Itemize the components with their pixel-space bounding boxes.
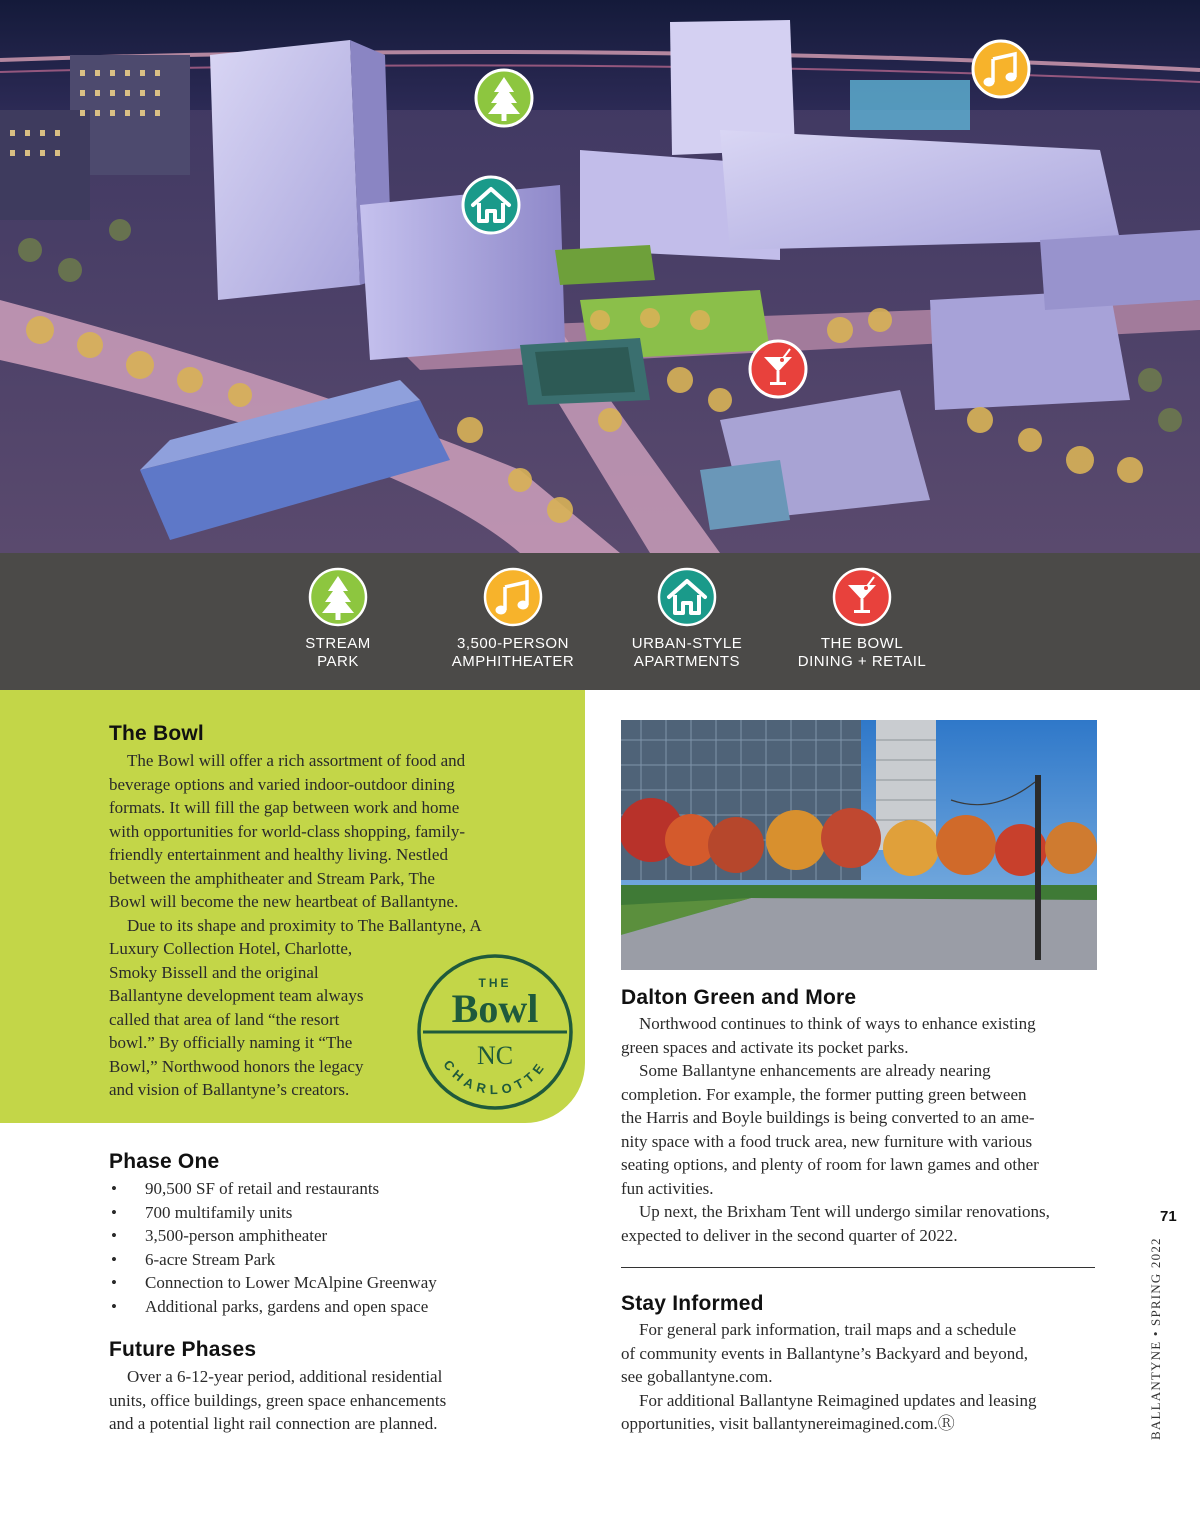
- paragraph-line: called that area of land “the resort: [109, 1009, 340, 1029]
- legend-label-line1: STREAM: [305, 635, 371, 652]
- tree-marker-icon: [474, 68, 534, 128]
- paragraph-line: of community events in Ballantyne’s Backyard and beyond,: [621, 1343, 1028, 1363]
- paragraph-line: and vision of Ballantyne’s creators.: [109, 1080, 350, 1099]
- paragraph-line: units, office buildings, green space enhancements: [109, 1390, 447, 1410]
- legend-item-apartments: [602, 567, 772, 671]
- legend-label-line1: 3,500-PERSON: [457, 635, 569, 652]
- paragraph-line: bowl.” By officially naming it “The: [109, 1033, 353, 1052]
- paragraph-line: the Harris and Boyle buildings is being converted to an ame-: [621, 1108, 1035, 1127]
- list-item: • Additional parks, gardens and open space: [109, 1295, 549, 1319]
- legend-item-stream-park: [253, 567, 423, 671]
- list-item: • Connection to Lower McAlpine Greenway: [109, 1271, 549, 1295]
- paragraph-line: The Bowl will offer a rich assortment of food and: [127, 751, 466, 770]
- list-item: • 3,500-person amphitheater: [109, 1224, 549, 1248]
- paragraph-line: expected to deliver in the second quarter of 2022.: [621, 1225, 958, 1245]
- publication-side-label: [1130, 1237, 1163, 1440]
- dalton-green-photo: [621, 720, 1097, 970]
- paragraph-line: For general park information, trail maps and a schedule: [639, 1320, 1017, 1339]
- list-item: • 6-acre Stream Park: [109, 1248, 549, 1272]
- future-phases-heading: Future Phases: [109, 1338, 257, 1361]
- page-number: 71: [1160, 1208, 1177, 1225]
- future-phases-body: [109, 1365, 559, 1436]
- side-text: BALLANTYNE • SPRING 2022: [1148, 1237, 1163, 1440]
- paragraph-line: with opportunities for world-class shopping, family-: [109, 821, 466, 841]
- martini-icon: [832, 567, 892, 627]
- list-item: • 700 multifamily units: [109, 1201, 549, 1225]
- paragraph-line: beverage options and varied indoor-outdoor dining: [109, 774, 455, 794]
- section-divider: [621, 1267, 1095, 1268]
- paragraph-line: Up next, the Brixham Tent will undergo similar renovations,: [639, 1202, 1050, 1221]
- paragraph-line: green spaces and activate its pocket parks.: [621, 1037, 909, 1057]
- paragraph-line: Over a 6-12-year period, additional residential: [127, 1367, 443, 1386]
- martini-marker-icon: [748, 339, 808, 399]
- paragraph-line: formats. It will fill the gap between work and home: [109, 798, 460, 817]
- svg-text:Bowl: Bowl: [451, 986, 539, 1031]
- legend-label-line2: PARK: [317, 653, 359, 670]
- paragraph-line: For additional Ballantyne Reimagined updates and leasing: [639, 1390, 1037, 1410]
- phase-one-heading: Phase One: [109, 1150, 220, 1173]
- paragraph-line: Bowl,” Northwood honors the legacy: [109, 1056, 364, 1076]
- paragraph-line: friendly entertainment and healthy living. Nestled: [109, 845, 448, 864]
- legend-label-line1: URBAN-STYLE: [631, 635, 743, 652]
- dalton-green-body: [621, 1012, 1101, 1247]
- paragraph-line: Smoky Bissell and the original: [109, 962, 319, 982]
- tree-icon: [308, 567, 368, 627]
- svg-text:CHARLOTTE: CHARLOTTE: [440, 1057, 550, 1098]
- hero-rendering: [0, 0, 1200, 553]
- paragraph-line: Ballantyne development team always: [109, 986, 364, 1005]
- paragraph-line: between the amphitheater and Stream Park, The: [109, 868, 435, 888]
- the-bowl-logo: [415, 952, 575, 1112]
- legend-label-line2: DINING + RETAIL: [797, 653, 927, 670]
- the-bowl-heading: The Bowl: [109, 722, 204, 745]
- legend-bar: [0, 553, 1200, 690]
- paragraph-line: and a potential light rail connection are planned.: [109, 1414, 438, 1433]
- paragraph-line: Some Ballantyne enhancements are already nearing: [639, 1061, 991, 1080]
- paragraph-line: Bowl will become the new heartbeat of Ballantyne.: [109, 892, 459, 911]
- phase-one-list: [109, 1177, 549, 1318]
- paragraph-line: opportunities, visit ballantynereimagined.com.Ⓡ: [621, 1414, 955, 1433]
- legend-item-bowl-dining: [777, 567, 947, 671]
- house-marker-icon: [461, 175, 521, 235]
- legend-label-line2: APARTMENTS: [633, 653, 741, 670]
- music-note-marker-icon: [971, 39, 1031, 99]
- legend-item-amphitheater: [428, 567, 598, 671]
- stay-informed-body: [621, 1318, 1101, 1436]
- list-item: • 90,500 SF of retail and restaurants: [109, 1177, 549, 1201]
- paragraph-line: nity space with a food truck area, new furniture with various: [621, 1131, 1033, 1151]
- paragraph-line: seating options, and plenty of room for lawn games and other: [621, 1155, 1039, 1174]
- svg-text:NC: NC: [476, 1041, 514, 1070]
- svg-text:THE: THE: [478, 976, 512, 990]
- paragraph-line: see goballantyne.com.: [621, 1367, 773, 1386]
- house-icon: [657, 567, 717, 627]
- legend-label-line2: AMPHITHEATER: [451, 653, 575, 670]
- music-note-icon: [483, 567, 543, 627]
- paragraph-line: Luxury Collection Hotel, Charlotte,: [109, 939, 353, 958]
- paragraph-line: Due to its shape and proximity to The Ballantyne, A: [127, 915, 482, 935]
- dalton-green-heading: Dalton Green and More: [621, 986, 857, 1009]
- paragraph-line: Northwood continues to think of ways to enhance existing: [639, 1014, 1036, 1033]
- paragraph-line: fun activities.: [621, 1178, 714, 1198]
- stay-informed-heading: Stay Informed: [621, 1292, 764, 1315]
- paragraph-line: completion. For example, the former putting green between: [621, 1084, 1027, 1104]
- legend-label-line1: THE BOWL: [820, 635, 904, 652]
